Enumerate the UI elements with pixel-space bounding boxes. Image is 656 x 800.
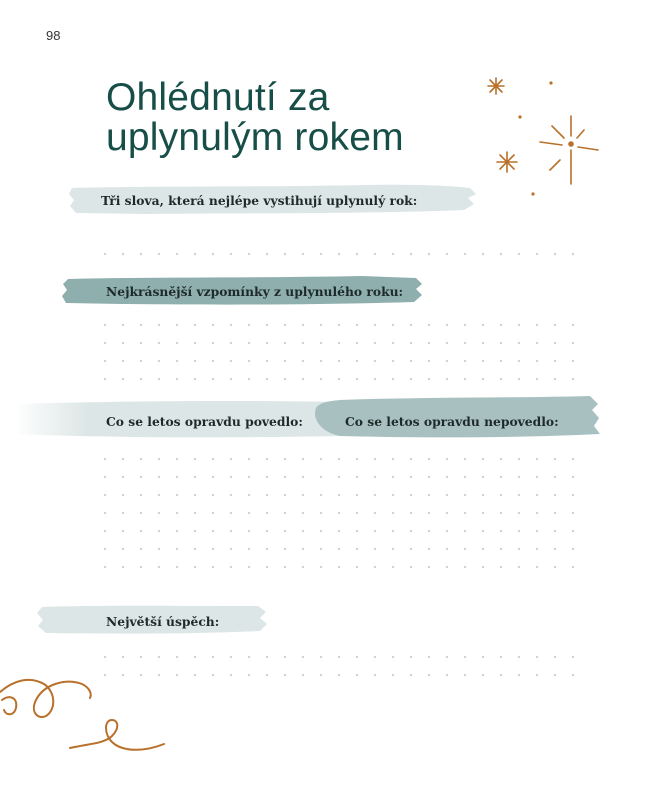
went-well-dot-grid (96, 450, 582, 578)
page-title (106, 78, 404, 158)
title-line-2: uplynulým rokem (106, 116, 404, 159)
three-words-label: Tři slova, která nejlépe vystihují uplynulý rok: (101, 193, 418, 208)
three-words-dot-grid (96, 245, 582, 265)
went-badly-label: Co se letos opravdu nepovedlo: (345, 414, 559, 429)
swirl-decoration-icon (0, 660, 180, 770)
page-number: 98 (46, 28, 61, 43)
title-line-1: Ohlédnutí za (106, 76, 330, 119)
biggest-success-label: Největší úspěch: (106, 614, 220, 629)
best-memories-dot-grid (96, 316, 582, 388)
sparkles-icon (480, 70, 620, 200)
best-memories-label: Nejkrásnější vzpomínky z uplynulého roku: (106, 284, 404, 299)
went-well-label: Co se letos opravdu povedlo: (106, 414, 303, 429)
